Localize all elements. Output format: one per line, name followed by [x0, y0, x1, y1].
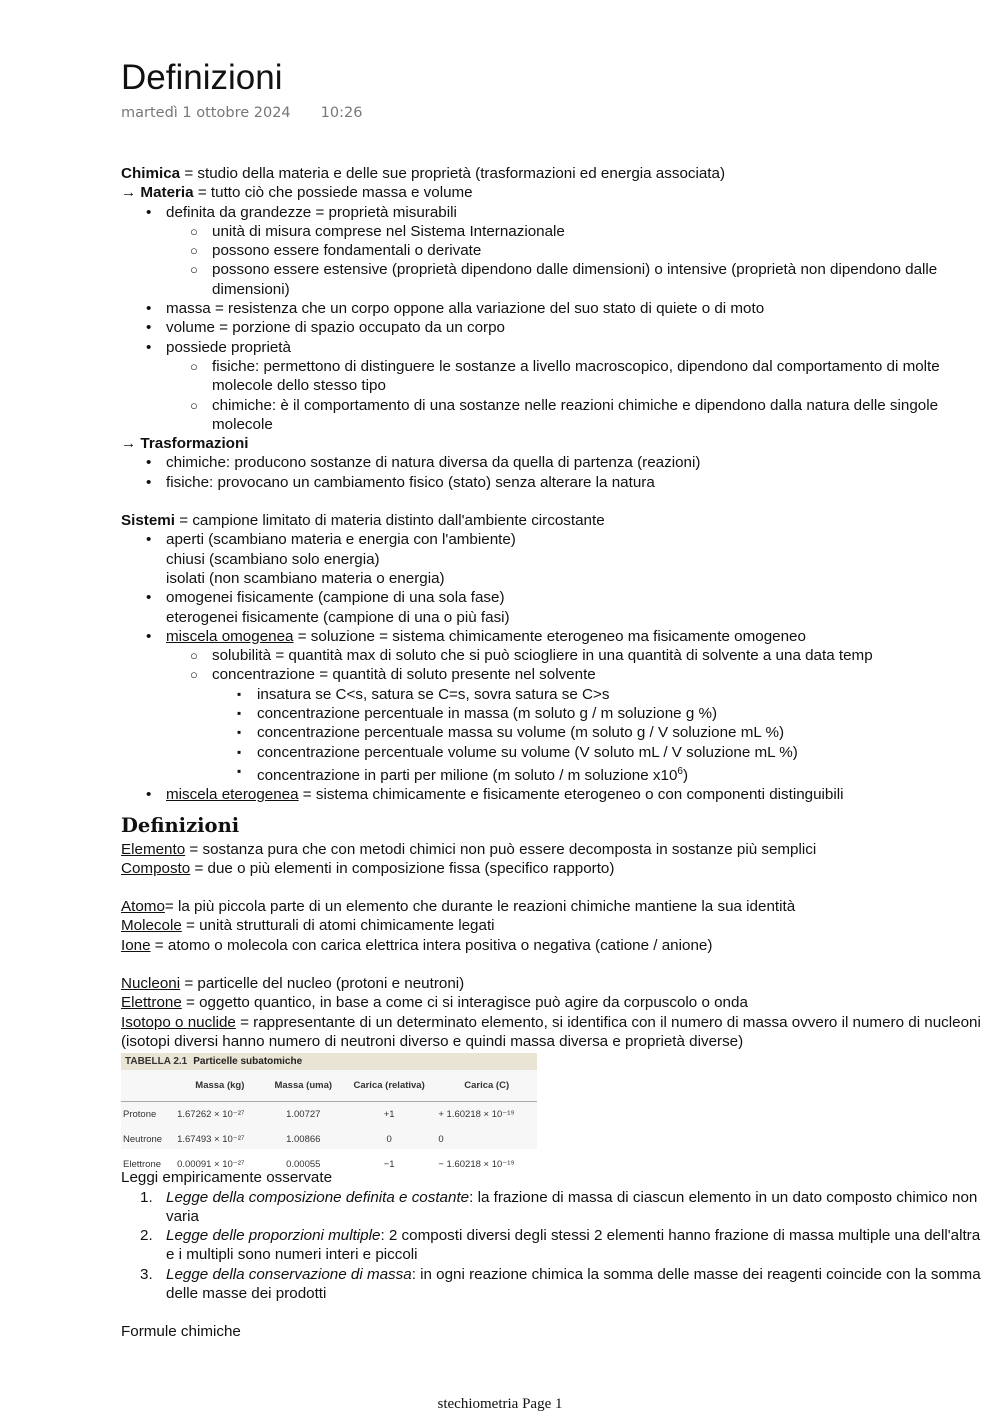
- table-cell: Neutrone: [123, 1133, 163, 1145]
- list-item: ▪ concentrazione in parti per milione (m soluto / m soluzione $x10^6$): [257, 762, 981, 785]
- table-header-cell: Massa (kg): [175, 1070, 265, 1101]
- list-item: • volume = porzione di spazio occupato da un corpo: [166, 318, 981, 337]
- table-cell: 0.00055: [286, 1159, 321, 1171]
- sistemi-list: [121, 530, 981, 804]
- list-item: 2. Legge delle proporzioni multiple: 2 composti diversi degli stessi 2 elementi hanno frazione di massa multiple una dell'altra e i multipli sono numeri interi e piccoli: [140, 1227, 981, 1264]
- materia-list: [121, 203, 981, 435]
- term: Chimica: [121, 165, 181, 182]
- list-item: 1. Legge della composizione definita e costante: la frazione di massa di ciascun elemento in un dato composto chimico non varia: [140, 1188, 978, 1225]
- list-item: • definita da grandezze = proprietà misurabili ○ unità di misura comprese nel Sistema Internazionale ○ possono essere fondamentali o derivate ○ possono essere estensive (proprietà dipendono dalle dimensioni) o intensive (proprietà non dipendono dalle dimensioni): [166, 203, 981, 299]
- table-caption: TABELLA 2.1 Particelle subatomiche: [121, 1053, 537, 1070]
- sub-list: [166, 646, 981, 785]
- page-title: Definizioni: [121, 58, 283, 97]
- def-line: Isotopo o nuclide = rappresentante di un determinato elemento, si identifica con il numero di massa ovvero il numero di nucleoni (isotopi diversi hanno numero di neutroni diverso e quindi massa diversa e proprietà diverse): [121, 1013, 981, 1050]
- table-cell: 1.67493 × 10⁻²⁷: [177, 1133, 245, 1145]
- table-cell: 1.00727: [286, 1108, 321, 1120]
- table-row: [121, 1127, 537, 1152]
- chimica-line: Chimica = studio della materia e delle sue proprietà (trasformazioni ed energia associata): [121, 165, 726, 182]
- list-item: ▪ concentrazione percentuale volume su volume (V soluto mL / V soluzione mL %): [257, 743, 981, 762]
- table-cell: Elettrone: [123, 1159, 162, 1171]
- table-row: [121, 1101, 537, 1127]
- leggi-intro: Leggi empiricamente osservate: [121, 1169, 333, 1187]
- def-line: Atomo= la più piccola parte di un elemento che durante le reazioni chimiche mantiene la sua identità: [121, 898, 796, 916]
- table-cell: Protone: [123, 1108, 157, 1120]
- list-item: ▪ insatura se C<s, satura se C=s, sovra satura se C>s: [257, 685, 981, 704]
- page-meta: [121, 105, 362, 121]
- page-date: martedì 1 ottobre 2024: [121, 105, 291, 121]
- trasformazioni-list: [121, 453, 981, 492]
- table-cell: +1: [383, 1108, 395, 1120]
- sub-sub-list: [212, 685, 981, 786]
- note-body: [121, 164, 981, 1342]
- table-cell: 1.00866: [286, 1133, 321, 1145]
- list-item: • fisiche: provocano un cambiamento fisico (stato) senza alterare la natura: [166, 473, 981, 492]
- table-row: [121, 1152, 537, 1177]
- def-line: Ione = atomo o molecola con carica elettrica intera positiva o negativa (catione / anione): [121, 936, 713, 954]
- page-footer: stechiometria Page 1: [437, 1396, 563, 1412]
- list-item: ○ possono essere estensive (proprietà dipendono dalle dimensioni) o intensive (proprietà non dipendono dalle dimensioni): [212, 260, 981, 299]
- table-cell: + 1.60218 × 10⁻¹⁹: [438, 1108, 515, 1120]
- sistemi-line: Sistemi = campione limitato di materia distinto dall'ambiente circostante: [121, 512, 605, 530]
- subatomic-table: [121, 1070, 537, 1177]
- sub-list: [166, 357, 981, 434]
- list-item: • miscela eterogenea = sistema chimicamente e fisicamente eterogeneo o con componenti distinguibili: [166, 785, 981, 804]
- list-item: ○ chimiche: è il comportamento di una sostanze nelle reazioni chimiche e dipendono dalla natura delle singole molecole: [212, 396, 981, 435]
- def-line: Composto = due o più elementi in composizione fissa (specifico rapporto): [121, 859, 615, 877]
- list-item: 3. Legge della conservazione di massa: in ogni reazione chimica la somma delle masse dei reagenti coincide con la somma delle masse dei prodotti: [140, 1265, 981, 1303]
- list-item: ○ fisiche: permettono di distinguere le sostanze a livello macroscopico, dipendono dal comportamento di molte molecole dello stesso tipo: [212, 357, 981, 396]
- table-cell: 0: [438, 1133, 444, 1145]
- subatomic-table-image: [121, 1053, 537, 1171]
- list-item: • miscela omogenea = soluzione = sistema chimicamente eterogeneo ma fisicamente omogeneo ○ solubilità = quantità max di soluto che si può sciogliere in una quantità di solvente a una data temp ○ concentrazione = quantità di soluto presente nel solvente ▪ insatura se C<s, satura se C=s, sovra satura se C>s ▪ concentrazione percentuale in massa (m soluto g / m soluzione g %) ▪ concentrazione percentuale massa su volume (m soluto g / V soluzione mL %) ▪ concentrazione percentuale volume su volume (V soluto mL / V soluzione mL %) ▪ concentrazione in parti per milione (m soluto / m soluzione $x10^6$): [166, 627, 981, 785]
- table-header-cell: Massa (uma): [265, 1070, 342, 1101]
- materia-line: → Materia = tutto ciò che possiede massa e volume: [121, 184, 473, 202]
- def-line: Molecole = unità strutturali di atomi chimicamente legati: [121, 917, 495, 935]
- list-item: • aperti (scambiano materia e energia con l'ambiente) chiusi (scambiano solo energia) isolati (non scambiano materia o energia): [166, 530, 981, 588]
- formule-line: Formule chimiche: [121, 1323, 241, 1341]
- table-cell: 1.67262 × 10⁻²⁷: [177, 1108, 245, 1120]
- def-line: Elemento = sostanza pura che con metodi chimici non può essere decomposta in sostanze più semplici: [121, 840, 817, 858]
- list-item: ○ unità di misura comprese nel Sistema Internazionale: [212, 222, 981, 241]
- table-cell: 0: [386, 1133, 392, 1145]
- sub-list: [166, 222, 981, 299]
- trasformazioni-line: → Trasformazioni: [121, 435, 249, 453]
- page-time: 10:26: [320, 105, 363, 121]
- table-cell: − 1.60218 × 10⁻¹⁹: [438, 1159, 515, 1171]
- section-heading: Definizioni: [121, 813, 240, 837]
- table-cell: 0.00091 × 10⁻²⁷: [177, 1159, 245, 1171]
- table-header-cell: [121, 1070, 175, 1101]
- def-line: Nucleoni = particelle del nucleo (protoni e neutroni): [121, 975, 465, 993]
- list-item: ○ solubilità = quantità max di soluto che si può sciogliere in una quantità di solvente a una data temp: [212, 646, 981, 665]
- list-item: • possiede proprietà ○ fisiche: permettono di distinguere le sostanze a livello macroscopico, dipendono dal comportamento di molte molecole dello stesso tipo ○ chimiche: è il comportamento di una sostanze nelle reazioni chimiche e dipendono dalla natura delle singole molecole: [166, 338, 981, 434]
- list-item: ▪ concentrazione percentuale massa su volume (m soluto g / V soluzione mL %): [257, 723, 981, 742]
- list-item: • omogenei fisicamente (campione di una sola fase) eterogenei fisicamente (campione di una o più fasi): [166, 588, 981, 627]
- table-cell: −1: [383, 1159, 395, 1171]
- list-item: • chimiche: producono sostanze di natura diversa da quella di partenza (reazioni): [166, 453, 981, 472]
- def-line: Elettrone = oggetto quantico, in base a come ci si interagisce può agire da corpuscolo o onda: [121, 994, 748, 1012]
- list-item: ○ concentrazione = quantità di soluto presente nel solvente ▪ insatura se C<s, satura se C=s, sovra satura se C>s ▪ concentrazione percentuale in massa (m soluto g / m soluzione g %) ▪ concentrazione percentuale massa su volume (m soluto g / V soluzione mL %) ▪ concentrazione percentuale volume su volume (V soluto mL / V soluzione mL %) ▪ concentrazione in parti per milione (m soluto / m soluzione $x10^6$): [212, 665, 981, 785]
- leggi-list: [121, 1188, 981, 1304]
- list-item: • massa = resistenza che un corpo oppone alla variazione del suo stato di quiete o di moto: [166, 299, 981, 318]
- table-header-cell: Carica (relativa): [342, 1070, 436, 1101]
- list-item: ▪ concentrazione percentuale in massa (m soluto g / m soluzione g %): [257, 704, 981, 723]
- list-item: ○ possono essere fondamentali o derivate: [212, 241, 981, 260]
- table-header-cell: Carica (C): [436, 1070, 537, 1101]
